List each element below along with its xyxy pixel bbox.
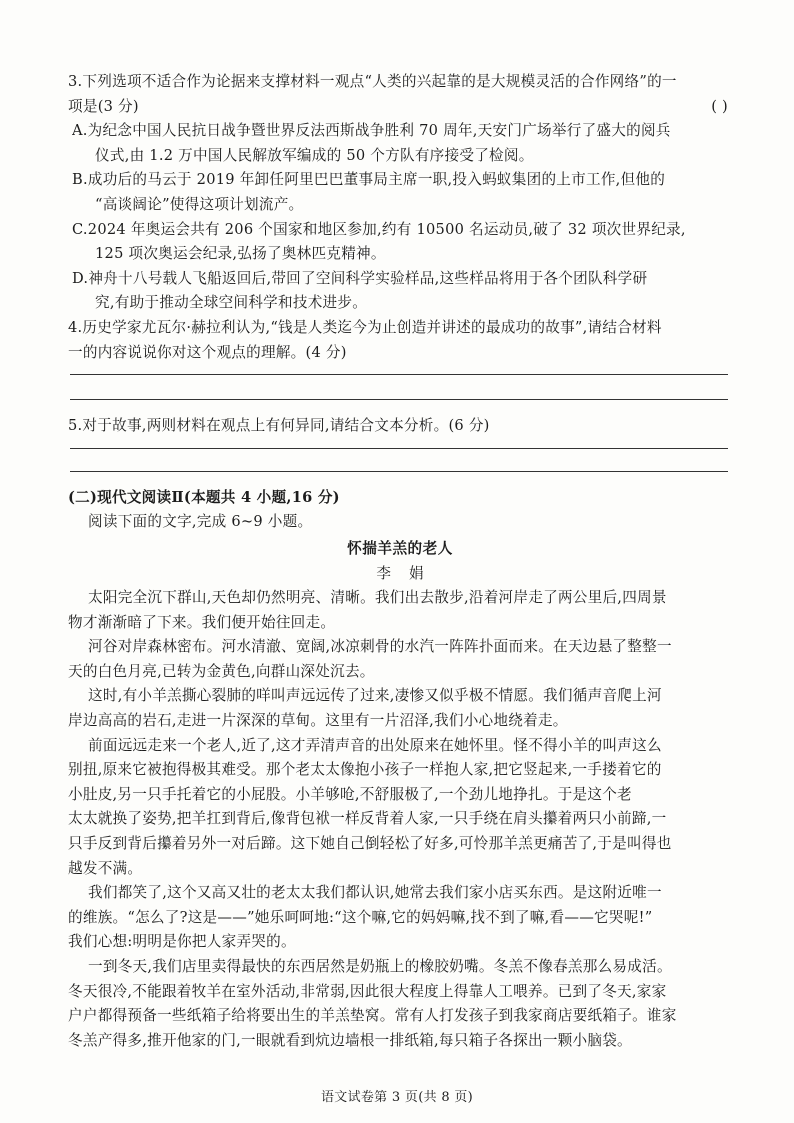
page-footer: 语文试卷第 3 页(共 8 页) [320, 1090, 473, 1105]
paragraph-line: 前面远远走来一个老人,近了,这才弄清声音的出处原来在她怀里。怪不得小羊的叫声这么 [88, 736, 662, 754]
question-5-line-1: 5.对于故事,两则材料在观点上有何异同,请结合文本分析。(6 分) [68, 417, 490, 435]
paragraph-line: 这时,有小羊羔撕心裂肺的咩叫声远远传了过来,凄惨又似乎极不情愿。我们循声音爬上河 [88, 687, 662, 705]
section-title: (二)现代文阅读Ⅱ(本题共 4 小题,16 分) [68, 488, 340, 506]
paragraph-line: 越发不满。 [68, 859, 143, 877]
option-a-line-1: A.为纪念中国人民抗日战争暨世界反法西斯战争胜利 70 周年,天安门广场举行了盛大的阅兵 [72, 122, 671, 140]
question-4-line-2: 一的内容说说你对这个观点的理解。(4 分) [68, 343, 347, 361]
option-c-line-2: 125 项次奥运会纪录,弘扬了奥林匹克精神。 [95, 245, 386, 263]
answer-parens: ( ) [711, 97, 728, 115]
option-a [68, 119, 732, 168]
answer-line-q5-1[interactable] [70, 448, 728, 449]
question-3-stem-line-2: 项是(3 分) [68, 97, 139, 115]
option-d-line-2: 究,有助于推动全球空间科学和技术进步。 [95, 294, 368, 312]
spacer [68, 472, 732, 486]
section-intro: 阅读下面的文字,完成 6~9 小题。 [88, 513, 313, 531]
spacer [68, 400, 732, 414]
paragraph-3 [68, 684, 732, 733]
article-author: 李娟 [376, 564, 442, 582]
paragraph-line: 冬天很冷,不能跟着牧羊在室外活动,非常弱,因此很大程度上得靠人工喂养。已到了冬天,家家 [68, 982, 667, 1000]
paragraph-line: 的维族。“怎么了?这是——”她乐呵呵地:“这个嘛,它的妈妈嘛,找不到了嘛,看——它哭呢!” [68, 908, 653, 926]
article-title: 怀揣羊羔的老人 [347, 539, 453, 557]
paragraph-line: 太阳完全沉下群山,天色却仍然明亮、清晰。我们出去散步,沿着河岸走了两公里后,四周景 [88, 589, 667, 607]
paragraph-line: 别扭,原来它被抱得极其难受。那个老太太像抱小孩子一样抱人家,把它竖起来,一手搂着它的 [68, 761, 662, 779]
paragraph-4 [68, 734, 732, 882]
option-d-line-1: D.神舟十八号载人飞船返回后,带回了空间科学实验样品,这些样品将用于各个团队科学研 [72, 269, 648, 287]
answer-line-q4-1[interactable] [70, 374, 728, 375]
paragraph-line: 我们心想:明明是你把人家弄哭的。 [68, 933, 296, 951]
paragraph-6 [68, 955, 732, 1053]
paragraph-line: 一到冬天,我们店里卖得最快的东西居然是奶瓶上的橡胶奶嘴。冬羔不像春羔那么易成活。 [88, 958, 672, 975]
question-4 [68, 316, 732, 365]
option-b-line-1: B.成功后的马云于 2019 年卸任阿里巴巴董事局主席一职,投入蚂蚁集团的上市工作,但他的 [72, 171, 666, 189]
paragraph-2 [68, 635, 732, 684]
paragraph-5 [68, 881, 732, 955]
paragraph-line: 岸边高高的岩石,走进一片深深的草甸。这里有一片沼泽,我们小心地绕着走。 [68, 712, 568, 730]
paragraph-line: 户户都得预备一些纸箱子给将要出生的羊羔垫窝。常有人打发孩子到我家商店要纸箱子。谁家 [68, 1007, 677, 1025]
question-3-stem-line-1: 3.下列选项不适合作为论据来支撑材料一观点“人类的兴起靠的是大规模灵活的合作网络”的一 [68, 73, 677, 90]
paragraph-line: 我们都笑了,这个又高又壮的老太太我们都认识,她常去我们家小店买东西。是这附近唯一 [88, 884, 662, 902]
paragraph-line: 太太就换了姿势,把羊扛到背后,像背包袱一样反背着人家,一只手绕在肩头攥着两只小前蹄,一 [68, 810, 667, 828]
question-3-stem-row-2 [68, 95, 732, 120]
paragraph-line: 只手反到背后攥着另外一对后蹄。这下她自己倒轻松了好多,可怜那羊羔更痛苦了,于是叫得也 [68, 835, 672, 853]
paragraph-1 [68, 586, 732, 635]
question-3 [68, 70, 732, 316]
option-c [68, 218, 732, 267]
option-a-line-2: 仪式,由 1.2 万中国人民解放军编成的 50 个方队有序接受了检阅。 [95, 146, 534, 164]
option-b-line-2: “高谈阔论”使得这项计划流产。 [95, 195, 304, 213]
paragraph-line: 河谷对岸森林密布。河水清澈、宽阔,冰凉刺骨的水汽一阵阵扑面而来。在天边悬了整整一 [88, 638, 672, 656]
paragraph-line: 小肚皮,另一只手托着它的小屁股。小羊够呛,不舒服极了,一个劲儿地挣扎。于是这个老 [68, 785, 632, 803]
question-4-line-1: 4.历史学家尤瓦尔·赫拉利认为,“钱是人类迄今为止创造并讲述的最成功的故事”,请结合材料 [68, 318, 662, 336]
question-5 [68, 414, 732, 439]
option-c-line-1: C.2024 年奥运会共有 206 个国家和地区参加,约有 10500 名运动员,破了 32 项次世界纪录, [72, 220, 686, 238]
paragraph-line: 天的白色月亮,已转为金黄色,向群山深处沉去。 [68, 662, 375, 680]
option-d [68, 267, 732, 316]
option-b [68, 168, 732, 217]
paragraph-line: 物才渐渐暗了下来。我们便开始往回走。 [68, 613, 336, 631]
exam-page [68, 70, 732, 1053]
paragraph-line: 冬羔产得多,推开他家的门,一眼就看到炕边墙根一排纸箱,每只箱子各探出一颗小脑袋。 [68, 1031, 632, 1049]
